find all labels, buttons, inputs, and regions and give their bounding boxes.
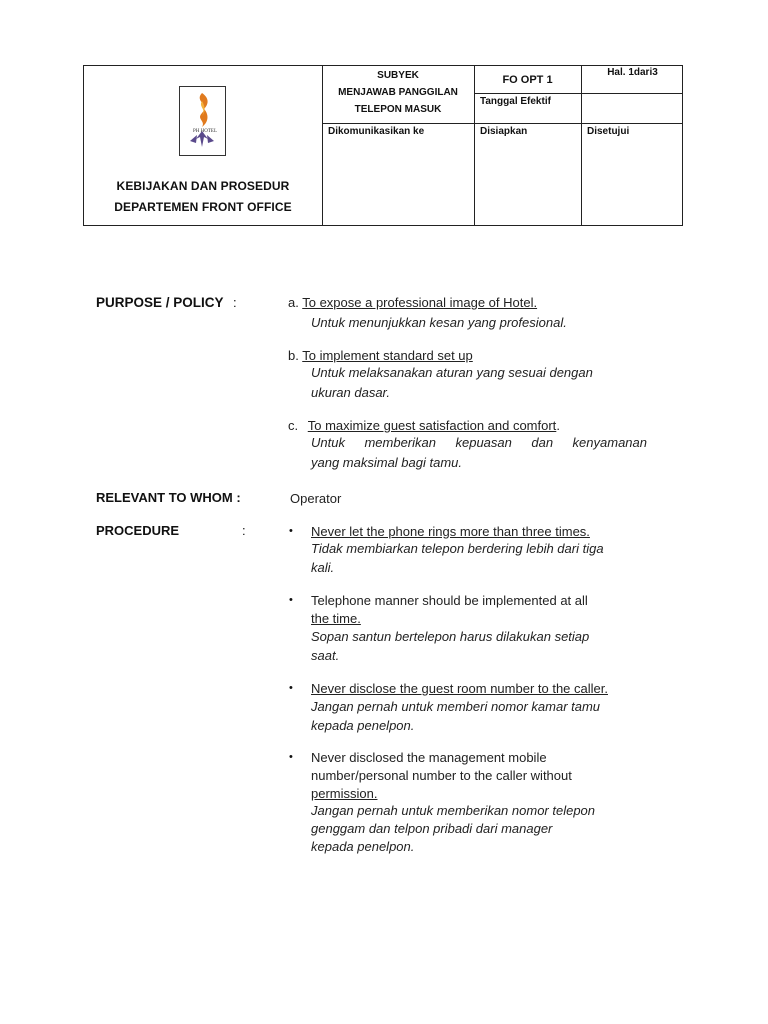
- purpose-item-id: Untuk melaksanakan aturan yang sesuai dengan: [311, 365, 593, 380]
- procedure-item-en: Never disclose the guest room number to the caller.: [311, 681, 608, 696]
- purpose-item-marker: c.: [288, 418, 299, 433]
- department-title-line1: KEBIJAKAN DAN PROSEDUR: [116, 179, 290, 193]
- department-title-line2: DEPARTEMEN FRONT OFFICE: [114, 200, 292, 214]
- procedure-item-en: the time.: [311, 611, 361, 626]
- purpose-item-id: Untuk menunjukkan kesan yang profesional.: [311, 315, 567, 330]
- logo-caption: PH HOTEL: [192, 129, 218, 134]
- procedure-label: PROCEDURE: [96, 523, 180, 538]
- purpose-label: PURPOSE / POLICY: [96, 295, 224, 310]
- purpose-item-en: To expose a professional image of Hotel.: [302, 295, 538, 310]
- bullet: •: [289, 682, 293, 694]
- bullet: •: [289, 525, 293, 537]
- procedure-item-id: Jangan pernah untuk memberikan nomor telepon: [311, 803, 596, 818]
- procedure-item-id: genggam dan telpon pribadi dari manager: [311, 821, 553, 836]
- procedure-item-id: saat.: [311, 648, 340, 663]
- divider: [474, 66, 475, 225]
- purpose-item-en-suffix: .: [556, 418, 560, 433]
- effective-date-label: Tanggal Efektif: [480, 96, 551, 107]
- page-number: Hal. 1dari3: [607, 67, 658, 78]
- procedure-item-en: permission.: [311, 786, 378, 801]
- procedure-item-en: Telephone manner should be implemented at all: [311, 593, 588, 608]
- procedure-item-en: Never disclosed the management mobile: [311, 750, 547, 765]
- procedure-colon: :: [242, 523, 246, 538]
- purpose-item-en: To maximize guest satisfaction and comfort: [307, 418, 557, 433]
- document-code: FO OPT 1: [502, 74, 553, 86]
- divider: [474, 93, 682, 94]
- department-cell: [84, 66, 322, 225]
- communicated-to-label: Dikomunikasikan ke: [328, 126, 425, 137]
- prepared-by-label: Disiapkan: [480, 126, 528, 137]
- purpose-colon: :: [233, 295, 237, 310]
- procedure-item-id: kali.: [311, 560, 335, 575]
- subject-line1: MENJAWAB PANGGILAN: [338, 87, 458, 98]
- purpose-item-id: Untuk memberikan kepuasan dan kenyamanan: [311, 435, 647, 450]
- purpose-item-c: [288, 417, 560, 434]
- subject-cell: [322, 66, 474, 118]
- divider: [581, 66, 582, 225]
- hotel-logo: [179, 86, 226, 156]
- purpose-item-en: To implement standard set up: [302, 348, 473, 363]
- purpose-item-a: [288, 294, 537, 311]
- purpose-item-marker: a.: [288, 295, 299, 310]
- procedure-item-en: number/personal number to the caller without: [311, 768, 572, 783]
- procedure-item-en: Never let the phone rings more than three times.: [311, 524, 590, 539]
- approved-by-label: Disetujui: [587, 126, 630, 137]
- procedure-item-id: kepada penelpon.: [311, 718, 415, 733]
- relevant-label-text: RELEVANT TO WHOM: [96, 490, 233, 505]
- bullet: •: [289, 594, 293, 606]
- procedure-item-id: Jangan pernah untuk memberi nomor kamar tamu: [311, 699, 601, 714]
- procedure-item-id: Tidak membiarkan telepon berdering lebih dari tiga: [311, 541, 604, 556]
- purpose-item-id: yang maksimal bagi tamu.: [311, 455, 463, 470]
- subject-label: SUBYEK: [377, 70, 419, 81]
- relevant-label: [96, 490, 241, 505]
- bullet: •: [289, 751, 293, 763]
- document-header-table: [83, 65, 683, 226]
- relevant-colon: :: [236, 490, 241, 505]
- purpose-item-id: ukuran dasar.: [311, 385, 391, 400]
- subject-line2: TELEPON MASUK: [354, 104, 442, 115]
- purpose-item-b: [288, 347, 473, 364]
- relevant-value: Operator: [290, 491, 342, 506]
- purpose-item-marker: b.: [288, 348, 299, 363]
- divider: [322, 123, 682, 124]
- procedure-item-id: kepada penelpon.: [311, 839, 415, 854]
- procedure-item-id: Sopan santun bertelepon harus dilakukan setiap: [311, 629, 590, 644]
